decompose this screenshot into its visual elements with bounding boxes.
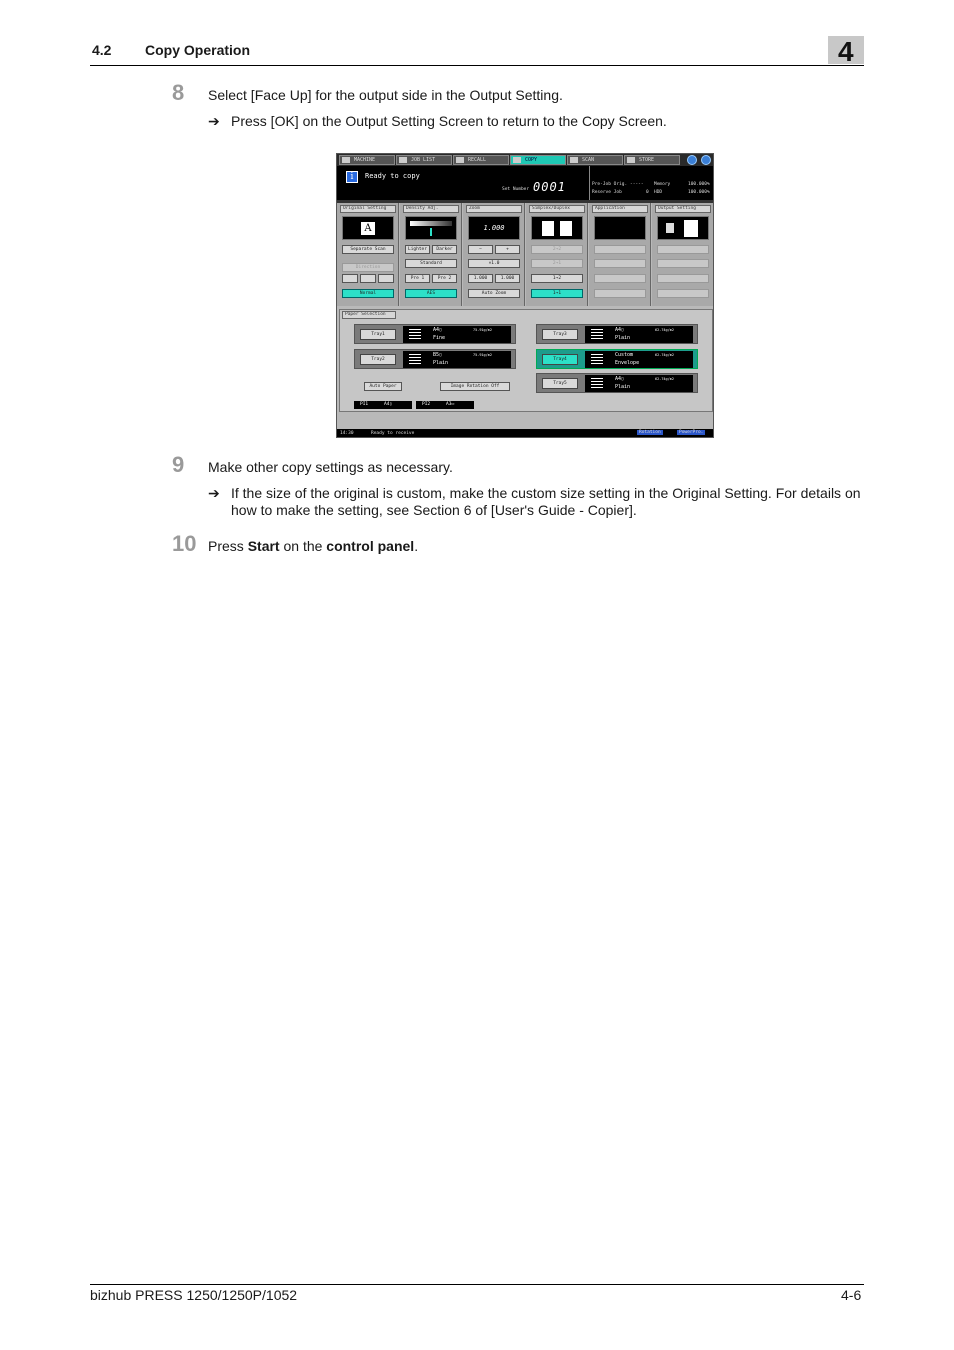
tray-weight: 62-74g/m2 bbox=[655, 328, 674, 332]
tray-size: A4▯ bbox=[433, 327, 443, 333]
application-button[interactable]: Application bbox=[592, 205, 648, 213]
zoom-value: 1.000 bbox=[483, 224, 505, 232]
tray3-row[interactable] bbox=[536, 324, 698, 344]
application-column bbox=[589, 203, 651, 306]
output-tray-icon bbox=[684, 220, 698, 237]
pi2-label: PI2 bbox=[422, 402, 431, 407]
tab-label: MACHINE bbox=[354, 157, 376, 163]
tray-type: Plain bbox=[615, 384, 631, 390]
hdd-label: HDD bbox=[654, 190, 663, 195]
auto-zoom-button[interactable]: Auto Zoom bbox=[468, 289, 520, 298]
tab-scan[interactable] bbox=[567, 155, 623, 165]
paper-stack-icon bbox=[409, 329, 421, 340]
paper-stack-icon bbox=[591, 329, 603, 340]
pi2-indicator[interactable] bbox=[416, 401, 474, 409]
prejob-value: ----- bbox=[630, 182, 644, 187]
tray-type: Fine bbox=[433, 335, 446, 341]
status-bar bbox=[337, 429, 714, 438]
output-slot-3 bbox=[657, 274, 709, 283]
step-10-post: . bbox=[414, 538, 419, 554]
duplex-2-2-button[interactable]: 2→2 bbox=[531, 245, 583, 254]
darker-button[interactable]: Darker bbox=[432, 245, 457, 254]
zoom-preset1-button[interactable]: 1.000 bbox=[468, 274, 493, 283]
zoom-plus-button[interactable]: + bbox=[495, 245, 520, 254]
pre2-button[interactable]: Pre 2 bbox=[432, 274, 457, 283]
screen-tab-bar bbox=[337, 154, 714, 166]
tray2-row[interactable] bbox=[354, 349, 516, 369]
step-10-pre: Press bbox=[208, 538, 248, 554]
status-message: Ready to copy bbox=[365, 172, 420, 180]
step-number-10: 10 bbox=[172, 531, 197, 556]
duplex-1-2-button[interactable]: 1→2 bbox=[531, 274, 583, 283]
tray-type: Plain bbox=[433, 360, 449, 366]
simplex-duplex-column bbox=[526, 203, 588, 306]
reserve-value: 0 bbox=[646, 190, 649, 195]
output-preview bbox=[657, 216, 709, 240]
tray-size: Custom bbox=[615, 352, 634, 358]
density-gradient bbox=[410, 221, 452, 226]
tab-machine[interactable] bbox=[339, 155, 395, 165]
tab-job-list[interactable] bbox=[396, 155, 452, 165]
original-setting-button[interactable]: Original Setting bbox=[340, 205, 396, 213]
arrow-icon: ➔ bbox=[208, 485, 220, 501]
tray-weight: 62-74g/m2 bbox=[655, 377, 674, 381]
step-sub-8: Press [OK] on the Output Setting Screen to return to the Copy Screen. bbox=[231, 113, 667, 129]
lighter-button[interactable]: Lighter bbox=[405, 245, 430, 254]
tray1-button[interactable]: Tray1 bbox=[360, 329, 396, 340]
tab-label: JOB LIST bbox=[411, 157, 436, 163]
start-key-label: Start bbox=[247, 538, 280, 554]
footer-product: bizhub PRESS 1250/1250P/1052 bbox=[90, 1287, 298, 1303]
zoom-minus-button[interactable]: − bbox=[468, 245, 493, 254]
original-setting-column bbox=[337, 203, 399, 306]
machine-icon bbox=[342, 157, 350, 163]
application-slot-3 bbox=[594, 274, 646, 283]
output-slot-2 bbox=[657, 259, 709, 268]
step-number-8: 8 bbox=[172, 80, 185, 105]
tab-recall[interactable] bbox=[453, 155, 509, 165]
tray-size: A4▯ bbox=[615, 327, 625, 333]
job-list-icon bbox=[399, 157, 407, 163]
density-column bbox=[400, 203, 462, 306]
tray5-button[interactable]: Tray5 bbox=[542, 378, 578, 389]
tray-type: Plain bbox=[615, 335, 631, 341]
tray3-button[interactable]: Tray3 bbox=[542, 329, 578, 340]
step-number-9: 9 bbox=[172, 452, 185, 477]
job-info-panel bbox=[589, 166, 714, 200]
simplex-1-1-button[interactable]: 1→1 bbox=[531, 289, 583, 298]
page-front-icon bbox=[542, 221, 554, 236]
tray-size: B5▯ bbox=[433, 352, 443, 358]
direction-up-button[interactable] bbox=[360, 274, 376, 283]
step-text-8: Select [Face Up] for the output side in the Output Setting. bbox=[208, 87, 563, 103]
output-setting-column bbox=[652, 203, 714, 306]
pi2-size: A3▭ bbox=[446, 402, 455, 407]
output-slot-4 bbox=[657, 289, 709, 298]
tray1-row[interactable] bbox=[354, 324, 516, 344]
tray-type: Envelope bbox=[615, 360, 640, 366]
hdd-value: 100.000% bbox=[688, 190, 710, 195]
step-sub-9: If the size of the original is custom, make the custom size setting in the Original Setting. For details on how to make the setting, see Section 6 of [User's Guide - Copier]. bbox=[231, 485, 861, 518]
tray5-info bbox=[585, 375, 693, 392]
section-title: Copy Operation bbox=[145, 42, 251, 58]
direction-right-button[interactable] bbox=[378, 274, 394, 283]
tab-label: RECALL bbox=[468, 157, 487, 163]
normal-button[interactable]: Normal bbox=[342, 289, 394, 298]
memory-value: 100.000% bbox=[688, 182, 710, 187]
density-adj-button[interactable]: Density Adj. bbox=[403, 205, 459, 213]
zoom-preset2-button[interactable]: 1.000 bbox=[495, 274, 520, 283]
paper-stack-icon bbox=[409, 354, 421, 365]
tab-label: STORE bbox=[639, 157, 655, 163]
control-panel-label: control panel bbox=[326, 538, 415, 554]
help-button[interactable] bbox=[701, 155, 711, 165]
zoom-button[interactable]: Zoom bbox=[466, 205, 522, 213]
direction-label: Direction bbox=[342, 263, 394, 272]
application-preview bbox=[594, 216, 646, 240]
step-text-9: Make other copy settings as necessary. bbox=[208, 459, 453, 475]
tray2-button[interactable]: Tray2 bbox=[360, 354, 396, 365]
output-setting-button[interactable]: Output Setting bbox=[655, 205, 711, 213]
info-icon: i bbox=[346, 171, 358, 183]
utility-button[interactable] bbox=[687, 155, 697, 165]
footer-rule bbox=[90, 1284, 864, 1285]
page-back-icon bbox=[560, 221, 572, 236]
tray-weight: 62-74g/m2 bbox=[655, 353, 674, 357]
pi1-indicator[interactable] bbox=[354, 401, 412, 409]
chapter-number: 4 bbox=[838, 36, 854, 67]
tray4-info bbox=[585, 351, 693, 368]
prejob-label: Pre-Job Orig. bbox=[592, 182, 628, 187]
tray3-info bbox=[585, 326, 693, 343]
application-slot-4 bbox=[594, 289, 646, 298]
tray4-row[interactable] bbox=[536, 349, 698, 369]
recall-icon bbox=[456, 157, 464, 163]
paper-stack-icon bbox=[591, 354, 603, 365]
image-rotation-button[interactable]: Image Rotation Off bbox=[440, 382, 510, 391]
zoom-display bbox=[468, 216, 520, 240]
original-preview bbox=[342, 216, 394, 240]
set-number-label: Set Number bbox=[502, 187, 530, 192]
paper-stack-icon bbox=[591, 378, 603, 389]
footer-page: 4-6 bbox=[841, 1287, 862, 1303]
store-icon bbox=[627, 157, 635, 163]
paper-selection-button[interactable]: Paper Selection bbox=[342, 311, 396, 319]
tray-weight: 75-91g/m2 bbox=[473, 328, 492, 332]
simplex-duplex-button[interactable]: Simplex/Duplex bbox=[529, 205, 585, 213]
auto-paper-button[interactable]: Auto Paper bbox=[364, 382, 402, 391]
pi1-label: PI1 bbox=[360, 402, 369, 407]
tray5-row[interactable] bbox=[536, 373, 698, 393]
tray4-button[interactable]: Tray4 bbox=[542, 354, 578, 365]
tray-size: A4▯ bbox=[615, 376, 625, 382]
standard-button[interactable]: Standard bbox=[405, 259, 457, 268]
set-number-value: 0001 bbox=[533, 180, 566, 194]
zoom-x10-button[interactable]: ×1.0 bbox=[468, 259, 520, 268]
density-indicator bbox=[430, 228, 432, 236]
tab-label: SCAN bbox=[582, 157, 595, 163]
copy-icon bbox=[513, 157, 521, 163]
step-text-10 bbox=[208, 538, 418, 555]
zoom-column bbox=[463, 203, 525, 306]
clock-time: 14:30 bbox=[340, 431, 354, 436]
arrow-icon: ➔ bbox=[208, 113, 220, 129]
scan-icon bbox=[570, 157, 578, 163]
stapler-icon bbox=[666, 223, 674, 233]
application-slot-1 bbox=[594, 245, 646, 254]
message-area bbox=[337, 166, 589, 200]
rotation-indicator: Rotation bbox=[639, 430, 661, 435]
pre1-button[interactable]: Pre 1 bbox=[405, 274, 430, 283]
tray-weight: 75-91g/m2 bbox=[473, 353, 492, 357]
paper-selection-area bbox=[339, 309, 713, 412]
density-scale bbox=[405, 216, 457, 240]
copy-screen-screenshot bbox=[336, 153, 714, 438]
reserve-label: Reserve Job bbox=[592, 190, 622, 195]
section-number: 4.2 bbox=[92, 42, 112, 58]
memory-label: Memory bbox=[654, 182, 671, 187]
pi1-size: A4▯ bbox=[384, 402, 393, 407]
output-slot-1 bbox=[657, 245, 709, 254]
tab-store[interactable] bbox=[624, 155, 680, 165]
direction-left-button[interactable] bbox=[342, 274, 358, 283]
header-rule bbox=[90, 65, 864, 66]
tab-label: COPY bbox=[525, 157, 538, 163]
separate-scan-button[interactable]: Separate Scan bbox=[342, 245, 394, 254]
application-slot-2 bbox=[594, 259, 646, 268]
power-indicator: PowerPro. bbox=[679, 430, 704, 435]
aes-button[interactable]: AES bbox=[405, 289, 457, 298]
original-a-icon: A bbox=[361, 222, 375, 235]
tray2-info bbox=[403, 351, 511, 368]
duplex-2-1-button[interactable]: 2→1 bbox=[531, 259, 583, 268]
tray1-info bbox=[403, 326, 511, 343]
receive-status: Ready to receive bbox=[371, 431, 415, 436]
tab-copy[interactable] bbox=[510, 155, 566, 165]
step-10-mid: on the bbox=[279, 538, 327, 554]
duplex-preview bbox=[531, 216, 583, 240]
